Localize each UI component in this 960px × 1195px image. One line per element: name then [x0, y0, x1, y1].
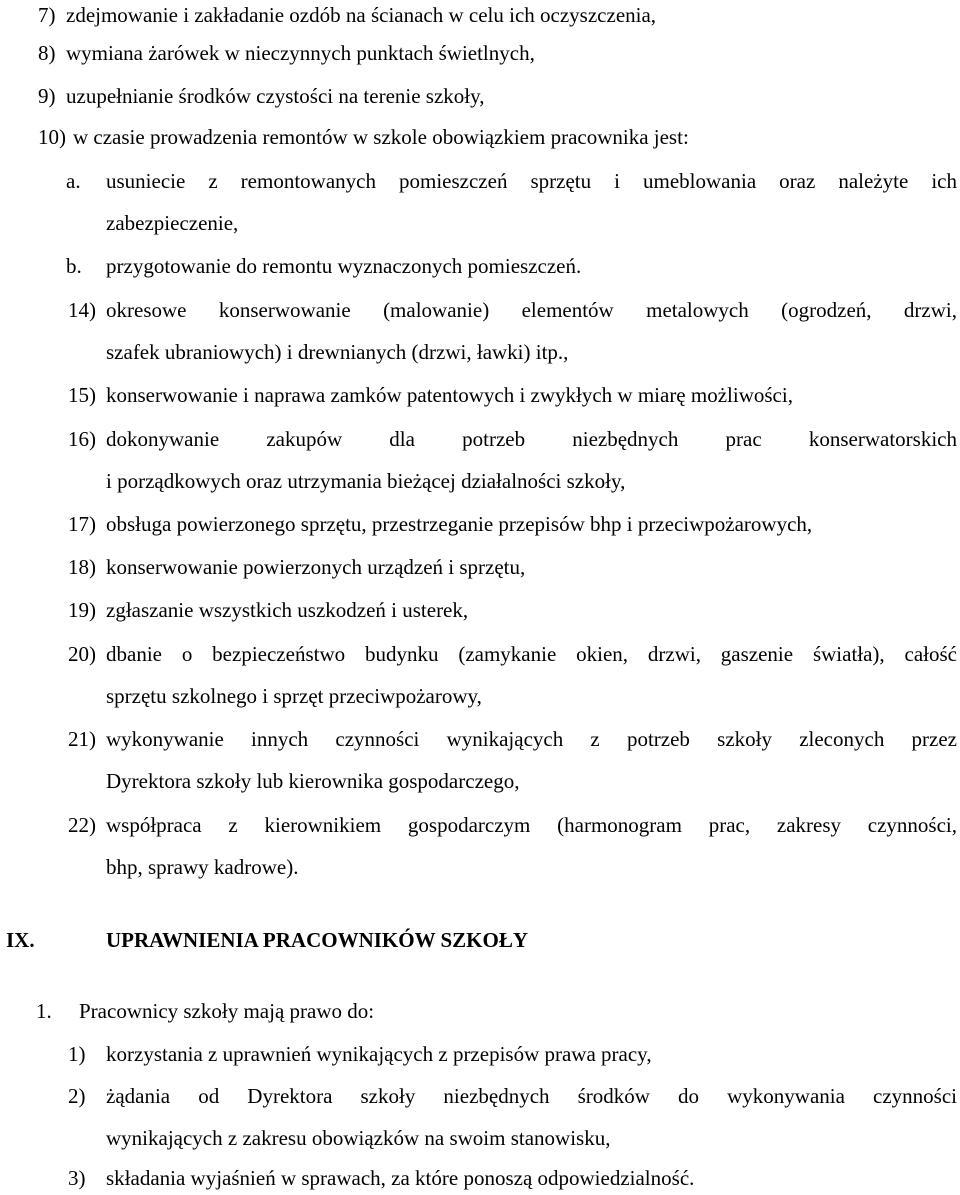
sublist-item-letter: b.	[66, 254, 82, 278]
list-item-text: zgłaszanie wszystkich uszkodzeń i usterek,	[106, 598, 469, 622]
section-title: UPRAWNIENIA PRACOWNIKÓW SZKOŁY	[106, 928, 528, 952]
list-item-number: 18)	[68, 555, 96, 579]
paragraph-number: 1.	[36, 999, 52, 1023]
rights-item-number: 1)	[68, 1042, 86, 1066]
list-item-number: 20)	[68, 642, 96, 666]
list-item-number: 16)	[68, 427, 96, 451]
sublist-item-text: przygotowanie do remontu wyznaczonych pomieszczeń.	[106, 254, 582, 278]
list-item-number: 7)	[38, 3, 56, 27]
list-item-text: i porządkowych oraz utrzymania bieżącej działalności szkoły,	[106, 469, 626, 493]
sublist-item-text: zabezpieczenie,	[106, 211, 239, 235]
sublist-item-letter: a.	[66, 169, 81, 193]
list-item-number: 17)	[68, 512, 96, 536]
list-item-number: 8)	[38, 41, 56, 65]
list-item-text: zdejmowanie i zakładanie ozdób na ścianach w celu ich oczyszczenia,	[66, 3, 657, 27]
list-item-text: dokonywanie zakupów dla potrzeb niezbędnych prac konserwatorskich	[106, 427, 957, 451]
rights-item-text: wynikających z zakresu obowiązków na swoim stanowisku,	[106, 1126, 611, 1150]
list-item-text: dbanie o bezpieczeństwo budynku (zamykanie okien, drzwi, gaszenie światła), całość	[106, 642, 957, 666]
rights-item-text: korzystania z uprawnień wynikających z przepisów prawa pracy,	[106, 1042, 652, 1066]
list-item-text: uzupełnianie środków czystości na terenie szkoły,	[66, 84, 485, 108]
rights-item-text: żądania od Dyrektora szkoły niezbędnych środków do wykonywania czynności	[106, 1084, 957, 1108]
list-item-text: konserwowanie powierzonych urządzeń i sprzętu,	[106, 555, 526, 579]
rights-item-number: 3)	[68, 1166, 86, 1190]
list-item-text: Dyrektora szkoły lub kierownika gospodarczego,	[106, 769, 520, 793]
list-item-text: obsługa powierzonego sprzętu, przestrzeganie przepisów bhp i przeciwpożarowych,	[106, 512, 813, 536]
list-item-number: 10)	[38, 125, 66, 149]
list-item-text: bhp, sprawy kadrowe).	[106, 855, 299, 879]
list-item-number: 15)	[68, 383, 96, 407]
list-item-text: konserwowanie i naprawa zamków patentowych i zwykłych w miarę możliwości,	[106, 383, 793, 407]
list-item-text: wymiana żarówek w nieczynnych punktach świetlnych,	[66, 41, 535, 65]
paragraph-text: Pracownicy szkoły mają prawo do:	[79, 999, 375, 1023]
list-item-text: sprzętu szkolnego i sprzęt przeciwpożarowy,	[106, 684, 482, 708]
list-item-number: 14)	[68, 298, 96, 322]
list-item-number: 22)	[68, 813, 96, 837]
section-number: IX.	[6, 928, 35, 952]
list-item-number: 21)	[68, 727, 96, 751]
list-item-text: współpraca z kierownikiem gospodarczym (harmonogram prac, zakresy czynności,	[106, 813, 957, 837]
rights-item-number: 2)	[68, 1084, 86, 1108]
list-item-number: 9)	[38, 84, 56, 108]
list-item-text: okresowe konserwowanie (malowanie) elementów metalowych (ogrodzeń, drzwi,	[106, 298, 957, 322]
sublist-item-text: usuniecie z remontowanych pomieszczeń sprzętu i umeblowania oraz należyte ich	[106, 169, 957, 193]
list-item-text: wykonywanie innych czynności wynikających z potrzeb szkoły zleconych przez	[106, 727, 957, 751]
list-item-text: szafek ubraniowych) i drewnianych (drzwi, ławki) itp.,	[106, 340, 569, 364]
rights-item-text: składania wyjaśnień w sprawach, za które ponoszą odpowiedzialność.	[106, 1166, 695, 1190]
list-item-text: w czasie prowadzenia remontów w szkole obowiązkiem pracownika jest:	[73, 125, 689, 149]
list-item-number: 19)	[68, 598, 96, 622]
